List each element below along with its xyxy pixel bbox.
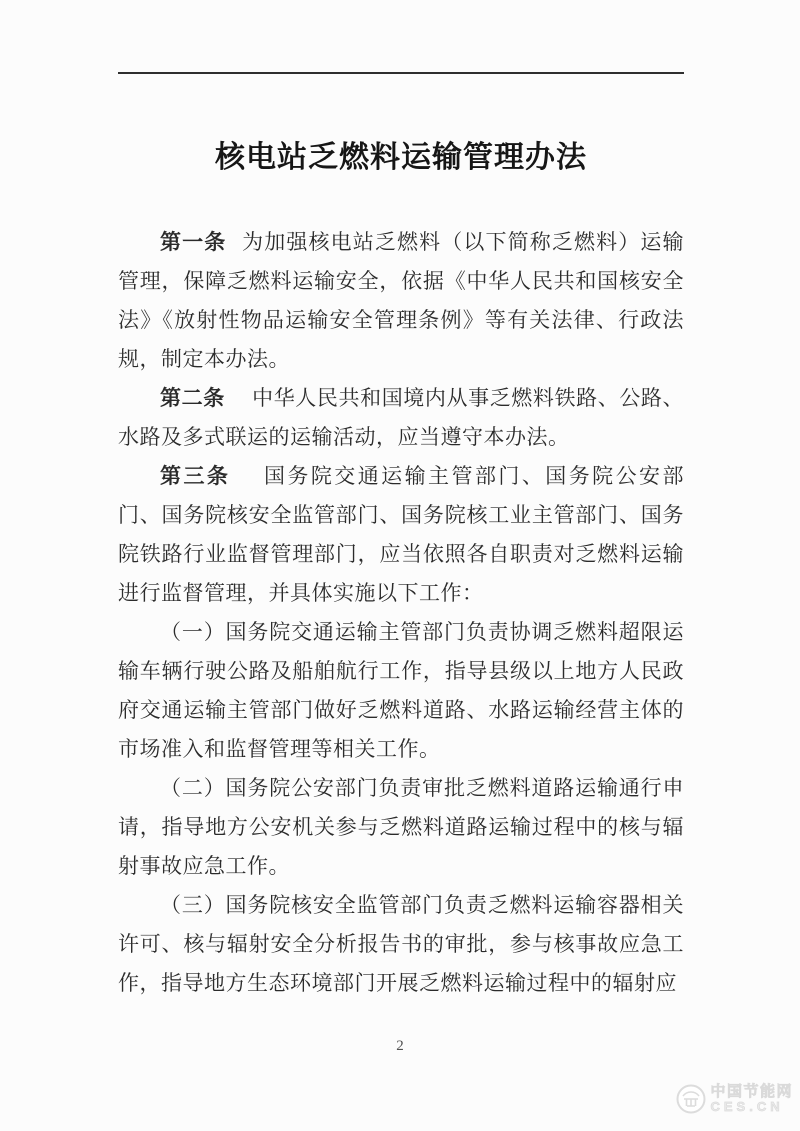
clause-paragraph <box>118 769 684 886</box>
watermark <box>675 1083 793 1115</box>
article-number: 第三条 <box>160 464 231 488</box>
article-number: 第二条 <box>160 386 225 410</box>
article-text: 为加强核电站乏燃料（以下简称乏燃料）运输管理，保障乏燃料运输安全，依据《中华人民共和国核安全法》《放射性物品运输安全管理条例》等有关法律、行政法规，制定本办法。 <box>118 230 684 371</box>
article-paragraph <box>118 457 684 613</box>
article-text: 国务院交通运输主管部门、国务院公安部门、国务院核安全监管部门、国务院核工业主管部门、国务院铁路行业监督管理部门，应当依照各自职责对乏燃料运输进行监督管理，并具体实施以下工作： <box>118 464 685 605</box>
watermark-text <box>710 1084 793 1113</box>
article-text: 中华人民共和国境内从事乏燃料铁路、公路、水路及多式联运的运输活动，应当遵守本办法。 <box>118 386 685 449</box>
article-number: 第一条 <box>160 230 227 254</box>
article-paragraph <box>118 223 684 379</box>
page-number: 2 <box>396 1038 404 1054</box>
clause-paragraph <box>118 613 684 769</box>
clause-text: （一）国务院交通运输主管部门负责协调乏燃料超限运输车辆行驶公路及船舶航行工作，指导县级以上地方人民政府交通运输主管部门做好乏燃料道路、水路运输经营主体的市场准入和监督管理等相关工作。 <box>118 620 684 761</box>
watermark-site-url: CES.CN <box>710 1099 784 1115</box>
header-rule <box>118 72 684 74</box>
ces-circle-logo-icon <box>675 1083 707 1115</box>
article-paragraph <box>118 379 684 457</box>
document-body <box>118 223 684 1003</box>
clause-text: （二）国务院公安部门负责审批乏燃料道路运输通行申请，指导地方公安机关参与乏燃料道路运输过程中的核与辐射事故应急工作。 <box>118 776 684 878</box>
clause-paragraph <box>118 886 684 1003</box>
watermark-site-name: 中国节能网 <box>710 1083 793 1101</box>
clause-text: （三）国务院核安全监管部门负责乏燃料运输容器相关许可、核与辐射安全分析报告书的审批，参与核事故应急工作，指导地方生态环境部门开展乏燃料运输过程中的辐射应 <box>118 893 684 995</box>
document-title: 核电站乏燃料运输管理办法 <box>215 141 587 174</box>
